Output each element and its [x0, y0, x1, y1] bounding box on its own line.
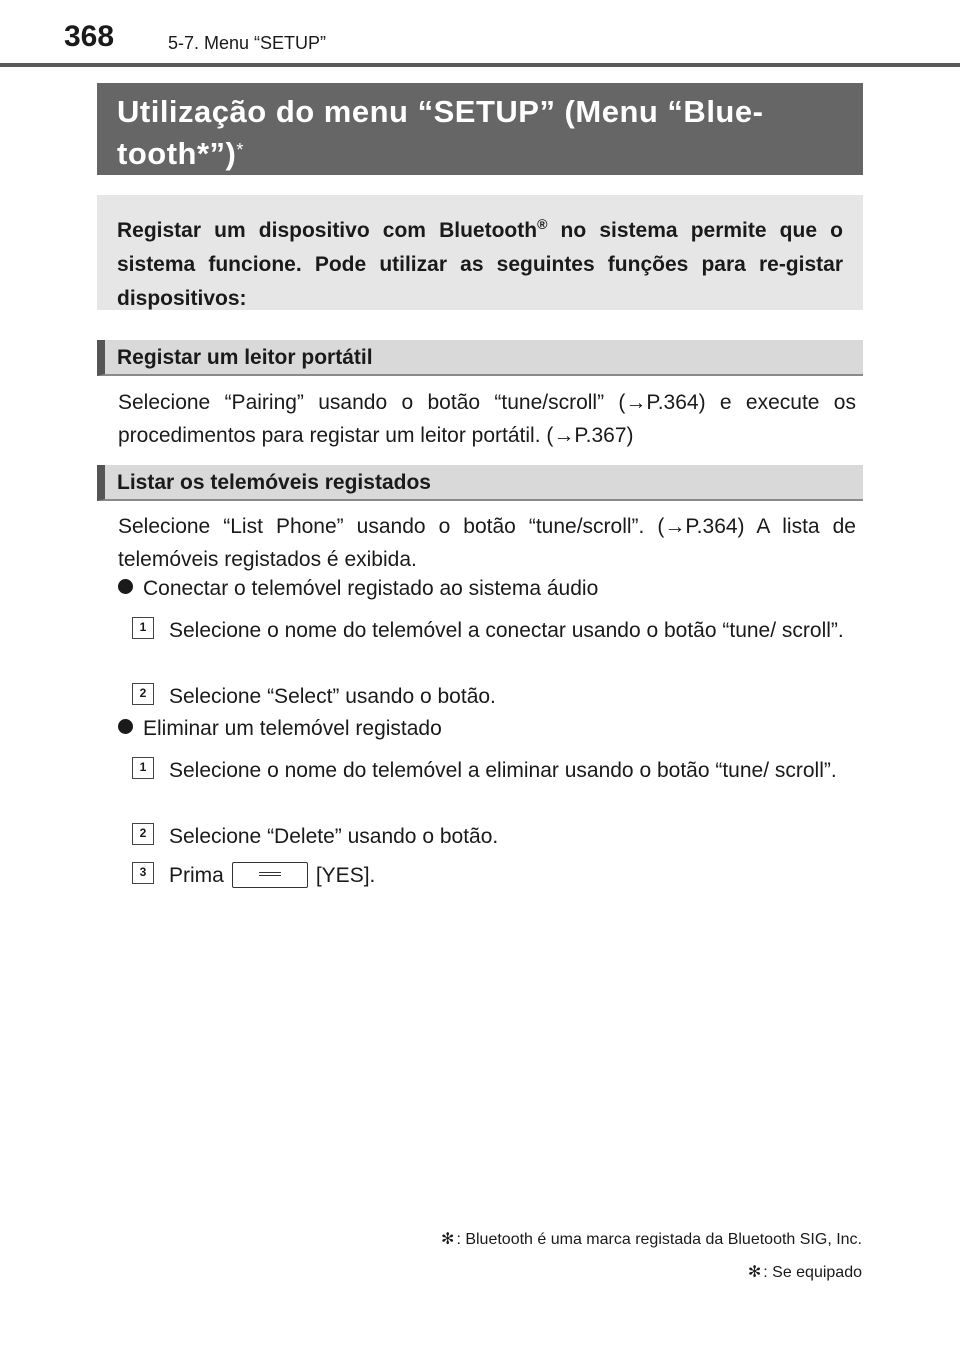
step-number-badge: 3 — [132, 862, 154, 884]
footnote-text: : Se equipado — [763, 1264, 862, 1281]
section-label: 5-7. Menu “SETUP” — [168, 33, 327, 53]
radio-button-icon — [232, 862, 308, 888]
page-number: 368 — [64, 20, 115, 53]
step-text — [169, 859, 862, 892]
delete-step-1 — [132, 754, 862, 787]
step-number-badge: 2 — [132, 823, 154, 845]
step-number-badge: 1 — [132, 757, 154, 779]
delete-step-2 — [132, 820, 862, 853]
step-text: Selecione o nome do telemóvel a eliminar usando o botão “tune/ scroll”. — [169, 759, 837, 782]
step-text-before: Prima — [169, 864, 224, 887]
button-bar-icon — [259, 872, 281, 876]
bullet-delete-phone-text: Eliminar um telemóvel registado — [143, 717, 442, 740]
header-rule — [0, 63, 960, 67]
title-footnote-marker: * — [236, 140, 244, 160]
step-number-badge: 1 — [132, 617, 154, 639]
step-text-after: [YES]. — [315, 864, 376, 887]
body-register-portable-player: Selecione “Pairing” usando o botão “tune/scroll” (→P.364) e execute os procedimentos para registar um leitor portátil. (→P.367) — [118, 391, 856, 447]
intro-text-after: no sistema permite que o sistema funcione. Pode utilizar as seguintes funções para re-gistar dispositivos: — [117, 219, 843, 310]
footnote-bluetooth-trademark — [441, 1229, 862, 1249]
step-text: Selecione “Delete” usando o botão. — [169, 825, 499, 848]
page-header — [0, 0, 960, 66]
step-text: Selecione “Select” usando o botão. — [169, 685, 496, 708]
footnote-if-equipped — [748, 1262, 862, 1282]
connect-step-2 — [132, 680, 862, 713]
intro-text — [117, 207, 843, 316]
connect-step-1 — [132, 614, 862, 647]
title-banner — [97, 83, 863, 175]
body-list-registered-phones: Selecione “List Phone” usando o botão “tune/scroll”. (→P.364) A lista de telemóveis registados é exibida. — [118, 515, 856, 571]
delete-step-3 — [132, 859, 862, 892]
bullet-dot-icon — [118, 719, 133, 734]
bullet-dot-icon — [118, 579, 133, 594]
bullet-connect-phone — [118, 572, 598, 605]
step-number-badge: 2 — [132, 683, 154, 705]
bullet-delete-phone — [118, 712, 442, 745]
asterisk-icon: ✻ — [747, 1264, 762, 1281]
page-title — [117, 91, 843, 175]
registered-mark: ® — [537, 216, 548, 232]
bullet-connect-phone-text: Conectar o telemóvel registado ao sistema áudio — [143, 577, 599, 600]
asterisk-icon: ✻ — [441, 1231, 455, 1248]
intro-text-before: Registar um dispositivo com Bluetooth — [117, 219, 538, 242]
step-text: Selecione o nome do telemóvel a conectar usando o botão “tune/ scroll”. — [169, 619, 844, 642]
heading-register-portable-player: Registar um leitor portátil — [97, 340, 863, 376]
heading-list-registered-phones: Listar os telemóveis registados — [97, 465, 863, 501]
footnote-text: : Bluetooth é uma marca registada da Bluetooth SIG, Inc. — [456, 1231, 862, 1248]
page-title-text: Utilização do menu “SETUP” (Menu “Blue-tooth*”) — [117, 94, 764, 171]
intro-box — [97, 195, 863, 310]
